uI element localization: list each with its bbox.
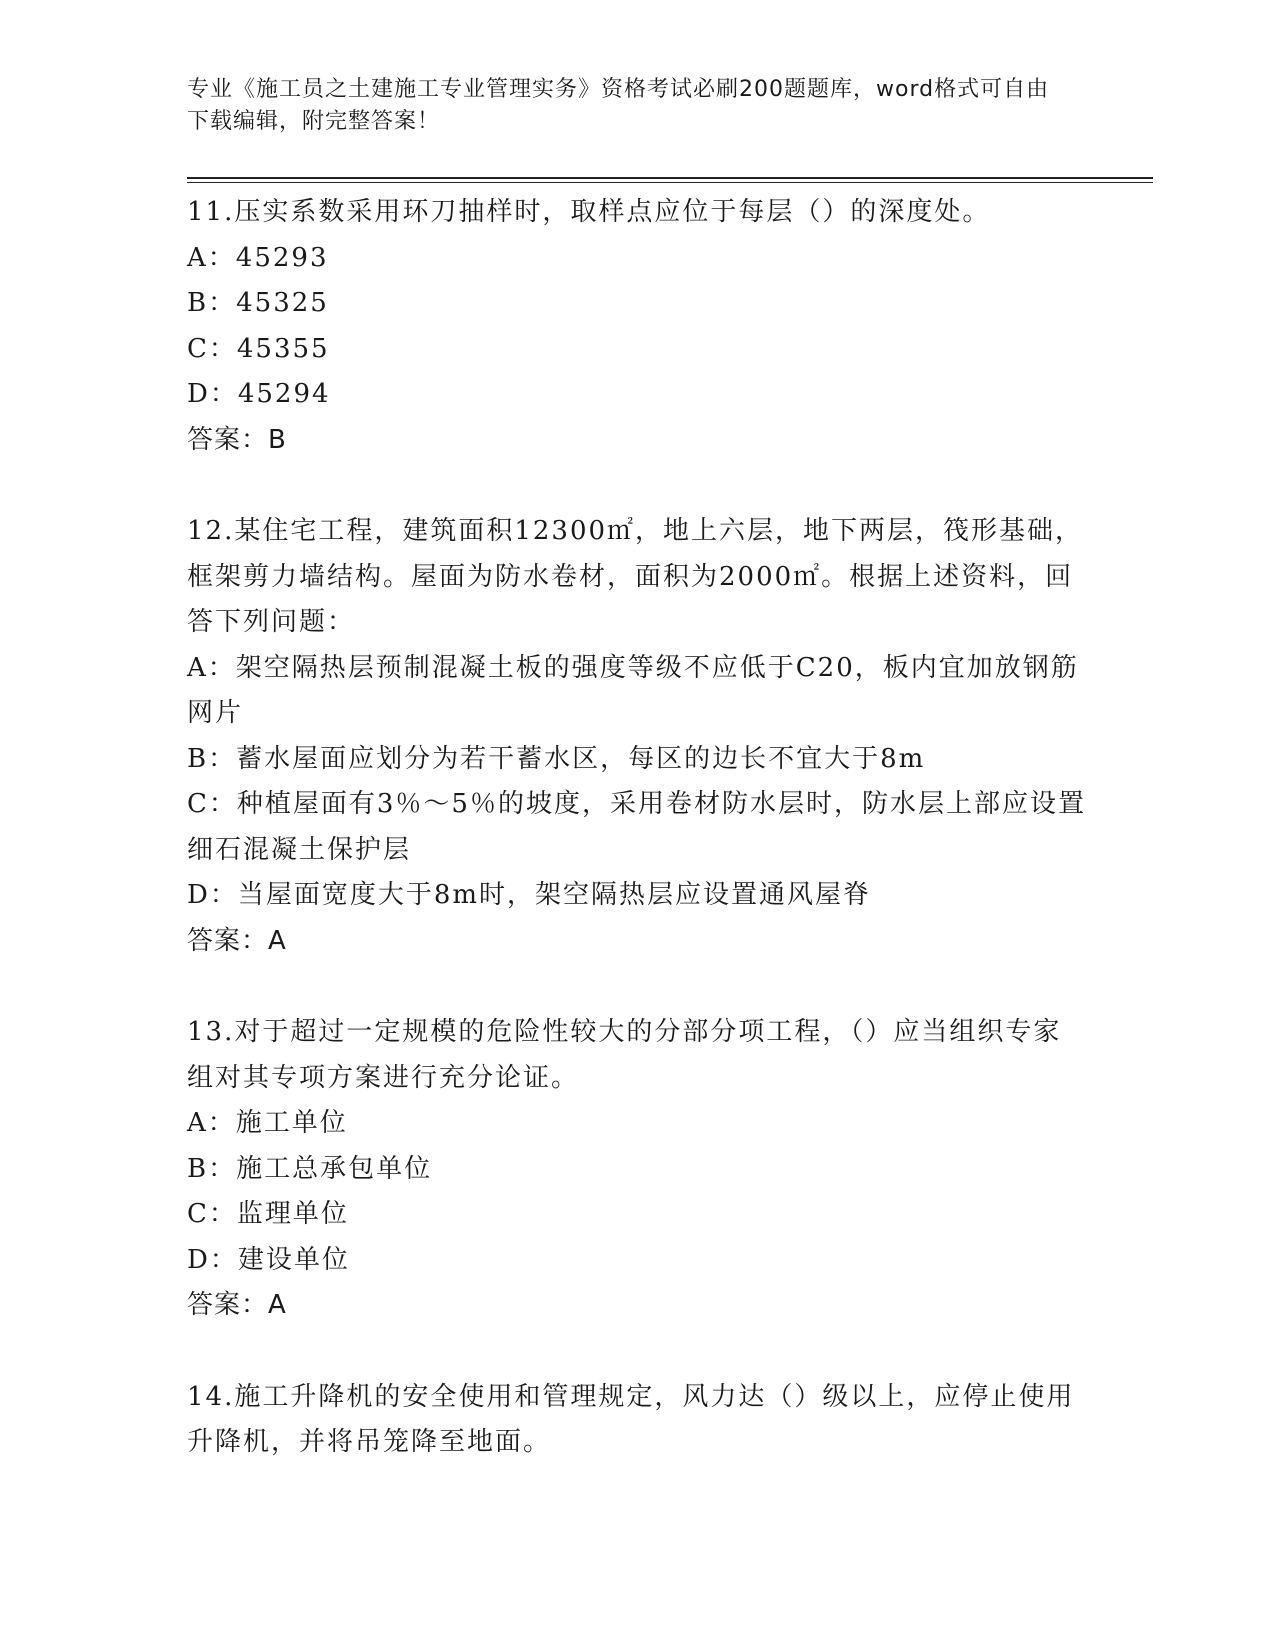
- question-12: [187, 509, 1087, 964]
- question-13: [187, 1010, 1087, 1329]
- answer-line: 答案：A: [187, 925, 287, 956]
- option-b: B：蓄水屋面应划分为若干蓄水区，每区的边长不宜大于8m: [187, 743, 926, 774]
- question-11: [187, 190, 1087, 463]
- header-divider-thin: [187, 182, 1153, 183]
- question-stem: 11.压实系数采用环刀抽样时，取样点应位于每层（）的深度处。: [187, 197, 991, 227]
- option-b: B：施工总承包单位: [187, 1153, 433, 1184]
- option-a: A：45293: [187, 242, 329, 273]
- page-header: 专业《施工员之土建施工专业管理实务》资格考试必刷200题题库，word格式可自由下载编辑，附完整答案！: [187, 77, 1050, 134]
- option-d: D：45294: [187, 379, 331, 409]
- option-a: A：施工单位: [187, 1108, 348, 1138]
- question-list: [187, 190, 1087, 1466]
- option-c: C：45355: [187, 333, 330, 364]
- option-a: A：架空隔热层预制混凝土板的强度等级不应低于C20，板内宜加放钢筋网片: [187, 652, 1079, 728]
- question-14: [187, 1375, 1087, 1466]
- header-divider-thick: [187, 177, 1153, 179]
- question-stem: 13.对于超过一定规模的危险性较大的分部分项工程，（）应当组织专家组对其专项方案进行充分论证。: [187, 1017, 1062, 1093]
- question-stem: 12.某住宅工程，建筑面积12300㎡，地上六层，地下两层，筏形基础，框架剪力墙结构。屋面为防水卷材，面积为2000㎡。根据上述资料，回答下列问题：: [187, 516, 1084, 637]
- option-b: B：45325: [187, 288, 329, 318]
- answer-line: 答案：A: [187, 1290, 287, 1320]
- answer-line: 答案：B: [187, 424, 287, 455]
- option-d: D：建设单位: [187, 1244, 350, 1275]
- option-d: D：当屋面宽度大于8m时，架空隔热层应设置通风屋脊: [187, 880, 872, 910]
- option-c: C：监理单位: [187, 1199, 349, 1229]
- question-stem: 14.施工升降机的安全使用和管理规定，风力达（）级以上，应停止使用升降机，并将吊笼降至地面。: [187, 1381, 1075, 1457]
- option-c: C：种植屋面有3％～5％的坡度，采用卷材防水层时，防水层上部应设置细石混凝土保护层: [187, 789, 1086, 865]
